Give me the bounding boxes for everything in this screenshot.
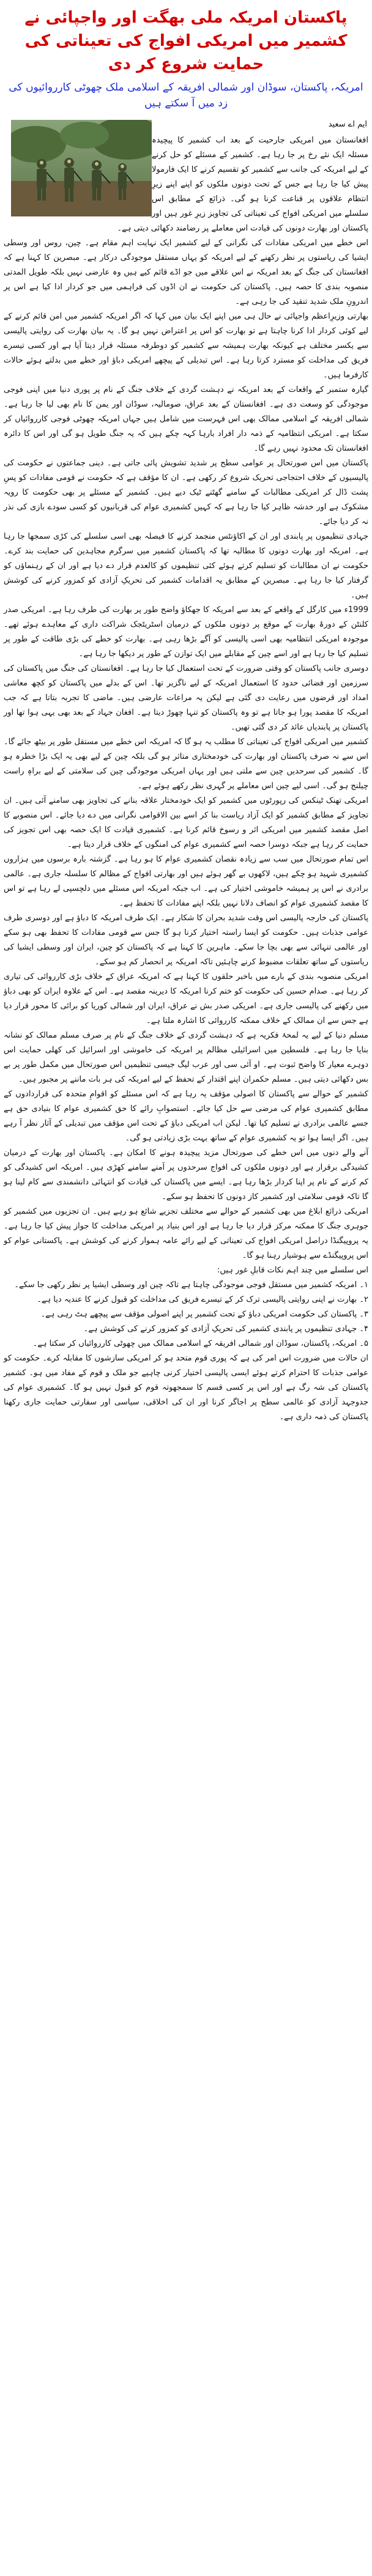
soldiers-photo-image: [11, 120, 152, 216]
soldiers-photo: [11, 120, 152, 216]
article-byline: ایم اے سعید: [328, 120, 367, 129]
article-paragraph: 1999ء میں کارگل کے واقعے کے بعد سے امریکہ کا جھکاؤ واضح طور پر بھارت کی طرف رہا ہے۔ امریکی صدر کلنٹن کے دورۂ بھارت کے موقع پر دونوں ملکوں کے درمیان اسٹریٹجک شراکت داری کے معاہدے ہوئے تھے۔ موجودہ امریکی انتظامیہ بھی اسی پالیسی کو آگے بڑھا رہی ہے۔ بھارت کو خطے کی بڑی طاقت کے طور پر تسلیم کیا جا رہا ہے اور اسے چین کے مقابلے میں ایک توازن کے طور پر دیکھا جا رہا ہے۔: [4, 605, 368, 659]
article-paragraph: کشمیر میں امریکی افواج کی تعیناتی کا مطلب یہ ہو گا کہ امریکہ اس خطے میں مستقل طور پر بیٹھ جائے گا۔ اس سے نہ صرف پاکستان اور بھارت کی خودمختاری متاثر ہو گی بلکہ چین کے لیے بھی یہ ایک بڑا خطرہ ہو گا۔ کشمیر کی سرحدیں چین سے ملتی ہیں اور یہاں امریکی موجودگی چین کی سلامتی کے لیے براہِ راست چیلنج ہو گی۔ اسی لیے چین اس معاملے پر گہری نظر رکھے ہوئے ہے۔: [4, 737, 368, 791]
article-paragraph: امریکی منصوبہ بندی کے بارے میں باخبر حلقوں کا کہنا ہے کہ امریکہ عراق کے خلاف بڑی کارروائی کی تیاری کر رہا ہے۔ صدام حسین کی حکومت کو ختم کرنا امریکہ کا دیرینہ مقصد ہے۔ اس کے علاوہ ایران کو بھی دباؤ میں رکھنے کی پالیسی جاری ہے۔ امریکی صدر بش نے عراق، ایران اور شمالی کوریا کو برائی کا محور قرار دیا ہے جس سے ان ممالک کے خلاف ممکنہ کارروائی کا اشارہ ملتا ہے۔: [4, 972, 368, 1025]
list-item: ۱۔ امریکہ کشمیر میں مستقل فوجی موجودگی چاہتا ہے تاکہ چین اور وسطی ایشیا پر نظر رکھی جا سکے۔: [14, 1280, 368, 1290]
article-paragraph: امریکی تھنک ٹینکس کی رپورٹوں میں کشمیر کو ایک خودمختار علاقہ بنانے کی تجاویز بھی سامنے آئی ہیں۔ ان تجاویز کے مطابق کشمیر کو ایک آزاد ریاست بنا کر اسے بین الاقوامی نگرانی میں دے دیا جائے۔ اس منصوبے کا اصل مقصد کشمیر میں امریکی اثر و رسوخ قائم کرنا ہے۔ کشمیری قیادت کا ایک حصہ بھی اس تجویز کی حمایت کر رہا ہے جبکہ دوسرا حصہ اسے کشمیری عوام کی امنگوں کے خلاف قرار دیتا ہے۔: [4, 796, 368, 849]
article-subheadline: امریکہ، پاکستان، سوڈان اور شمالی افریقہ کے اسلامی ملک چھوٹی کارروائیوں کی زد میں آ سکتے ہیں: [9, 81, 363, 109]
article-paragraph: اس خطے میں امریکی مفادات کی نگرانی کے لیے کشمیر ایک نہایت اہم مقام ہے۔ چین، روس اور وسطی ایشیا کی ریاستوں پر نظر رکھنے کے لیے امریکہ کو یہاں مستقل موجودگی درکار ہے۔ مبصرین کا کہنا ہے کہ افغانستان کی جنگ کے بعد امریکہ نے اس علاقے میں جو اڈے قائم کیے ہیں وہ عارضی نہیں بلکہ طویل المدتی منصوبہ بندی کا حصہ ہیں۔ پاکستان کی حکومت نے ان اڈوں کی فراہمی میں جو کردار ادا کیا ہے اس پر اندرونِ ملک شدید تنقید کی جا رہی ہے۔: [4, 238, 368, 306]
list-item: ۴۔ جہادی تنظیموں پر پابندی کشمیر کی تحریکِ آزادی کو کمزور کرنے کی کوشش ہے۔: [83, 1324, 368, 1334]
article-page: [4, 0, 368, 1425]
article-paragraph: کشمیر کے حوالے سے پاکستان کا اصولی مؤقف یہ رہا ہے کہ اس مسئلے کو اقوامِ متحدہ کی قراردادوں کے مطابق کشمیری عوام کی مرضی سے حل کیا جائے۔ استصوابِ رائے کا حق کشمیری عوام کا بنیادی حق ہے جسے عالمی برادری نے تسلیم کیا تھا۔ لیکن اب امریکی دباؤ کے تحت اس مؤقف میں تبدیلی کے آثار نظر آ رہے ہیں۔ اگر ایسا ہوا تو یہ کشمیری عوام کے ساتھ بہت بڑی زیادتی ہو گی۔: [4, 1090, 369, 1143]
article-paragraph: افغانستان میں امریکی جارحیت کے بعد اب کشمیر کا پیچیدہ مسئلہ ایک نئے رخ پر جا رہا ہے۔ کشمیر کے مسئلے کو حل کرنے کے لیے امریکہ کی جانب سے کشمیر کو تقسیم کرنے کا ایک فارمولا پیش کیا جا رہا ہے جس کے تحت دونوں ملکوں کو اپنے اپنے زیرِ انتظام علاقوں پر قناعت کرنا ہو گی۔ ذرائع کے مطابق اس سلسلے میں امریکی افواج کی تعیناتی کی تجاویز زیرِ غور ہیں اور پاکستان اور بھارت دونوں کی قیادت اس معاملے پر رضامند دکھائی دیتی ہے۔: [117, 136, 368, 233]
article-paragraph: اس سلسلے میں چند اہم نکات قابلِ غور ہیں:: [217, 1266, 368, 1275]
article-paragraph: گیارہ ستمبر کے واقعات کے بعد امریکہ نے دہشت گردی کے خلاف جنگ کے نام پر پوری دنیا میں اپنی فوجی موجودگی کو وسعت دی ہے۔ افغانستان کے بعد عراق، صومالیہ، سوڈان اور یمن کا نام بھی لیا جا رہا ہے۔ شمالی افریقہ کے اسلامی ممالک بھی اس فہرست میں شامل ہیں جہاں امریکہ چھوٹی فوجی کارروائیاں کر سکتا ہے۔ امریکی انتظامیہ کے ذمہ دار افراد بارہا کہہ چکے ہیں کہ یہ جنگ طویل ہو گی اور اس کا دائرہ افغانستان تک محدود نہیں رہے گا۔: [4, 385, 368, 453]
article-paragraph: دوسری جانب پاکستان کو وقتی ضرورت کے تحت استعمال کیا جا رہا ہے۔ افغانستان کی جنگ میں پاکستان کی سرزمین اور فضائی حدود کا استعمال امریکہ کے لیے ناگزیر تھا۔ اس کے بدلے میں پاکستان کو کچھ معاشی امداد اور قرضوں میں رعایت دی گئی ہے لیکن یہ مراعات عارضی ہیں۔ ماضی کا تجربہ بتاتا ہے کہ جب امریکہ کا مقصد پورا ہو جاتا ہے تو وہ پاکستان کو تنہا چھوڑ دیتا ہے۔ افغان جہاد کے بعد بھی یہی ہوا تھا اور پاکستان پر پابندیاں عائد کر دی گئی تھیں۔: [4, 664, 368, 732]
article-paragraph: پاکستان میں اس صورتحال پر عوامی سطح پر شدید تشویش پائی جاتی ہے۔ دینی جماعتوں نے حکومت کی پالیسیوں کے خلاف احتجاجی تحریک شروع کر رکھی ہے۔ ان کا مؤقف ہے کہ حکومت نے قومی مفادات کو پسِ پشت ڈال کر امریکی مطالبات کے سامنے گھٹنے ٹیک دیے ہیں۔ کشمیر کے مسئلے پر بھی حکومت کا رویہ مشکوک ہے اور خدشہ ظاہر کیا جا رہا ہے کہ کہیں کشمیری عوام کی قربانیوں کو کسی سودے بازی کی نذر نہ کر دیا جائے۔: [4, 459, 368, 526]
article-closing-paragraph: ان حالات میں ضرورت اس امر کی ہے کہ پوری قوم متحد ہو کر امریکی سازشوں کا مقابلہ کرے۔ حکومت کو عوامی جذبات کا احترام کرتے ہوئے ایسی پالیسی اختیار کرنی چاہیے جو ملک و قوم کے مفاد میں ہو۔ کشمیر پاکستان کی شہ رگ ہے اور اس پر کسی قسم کا سمجھوتہ قوم کو قبول نہیں ہو گا۔ کشمیری عوام کی جدوجہد آزادی کو عالمی سطح پر اجاگر کرنا اور ان کی اخلاقی، سیاسی اور سفارتی حمایت جاری رکھنا پاکستان کی ذمہ داری ہے۔: [4, 1354, 368, 1422]
article-paragraph: بھارتی وزیرِاعظم واجپائی نے حال ہی میں اپنے ایک بیان میں کہا کہ اگر امریکہ کشمیر میں امن قائم کرنے کے لیے کوئی کردار ادا کرنا چاہتا ہے تو بھارت کو اس پر اعتراض نہیں ہو گا۔ یہ بیان بھارت کی روایتی پالیسی سے یکسر مختلف ہے کیونکہ بھارت ہمیشہ سے کشمیر کو دوطرفہ مسئلہ قرار دیتا آیا ہے اور کسی تیسرے فریق کی مداخلت کو مسترد کرتا رہا ہے۔ اس تبدیلی کے پیچھے امریکی دباؤ اور خطے میں بدلتے ہوئے حالات کارفرما ہیں۔: [4, 312, 368, 380]
article-body: [4, 133, 368, 1425]
list-item: ۵۔ امریکہ، پاکستان، سوڈان اور شمالی افریقہ کے اسلامی ممالک میں چھوٹی کارروائیاں کر سکتا ہے۔: [32, 1339, 368, 1348]
list-item: ۲۔ بھارت نے اپنی روایتی پالیسی ترک کر کے تیسرے فریق کی مداخلت کو قبول کرنے کا عندیہ دیا ہے۔: [37, 1295, 368, 1304]
article-paragraph: مسلم دنیا کے لیے یہ لمحۂ فکریہ ہے کہ دہشت گردی کے خلاف جنگ کے نام پر صرف مسلم ممالک کو نشانہ بنایا جا رہا ہے۔ فلسطین میں اسرائیلی مظالم پر امریکہ کی خاموشی اور اسرائیل کی کھلی حمایت اس دوہرے معیار کا واضح ثبوت ہے۔ او آئی سی اور عرب لیگ جیسی تنظیمیں اس صورتحال میں مکمل طور پر بے بس دکھائی دیتی ہیں۔ مسلم حکمران اپنے اقتدار کے تحفظ کے لیے امریکہ کی ہر بات ماننے پر مجبور ہیں۔: [4, 1031, 368, 1084]
article-paragraph: اس تمام صورتحال میں سب سے زیادہ نقصان کشمیری عوام کا ہو رہا ہے۔ گزشتہ بارہ برسوں میں ہزاروں کشمیری شہید ہو چکے ہیں، لاکھوں بے گھر ہوئے ہیں اور بھارتی افواج کے مظالم کا سلسلہ جاری ہے۔ عالمی برادری نے اس پر ہمیشہ خاموشی اختیار کی ہے۔ اب جبکہ امریکہ اس مسئلے میں دلچسپی لے رہا ہے تو اس کا مقصد کشمیری عوام کو انصاف دلانا نہیں بلکہ اپنے مفادات کا تحفظ ہے۔: [4, 855, 368, 908]
article-paragraph: پاکستان کی خارجہ پالیسی اس وقت شدید بحران کا شکار ہے۔ ایک طرف امریکہ کا دباؤ ہے اور دوسری طرف عوامی جذبات ہیں۔ حکومت کو ایسا راستہ اختیار کرنا ہو گا جس سے قومی مفادات کا تحفظ بھی ہو سکے اور عالمی تنہائی سے بھی بچا جا سکے۔ ماہرین کا کہنا ہے کہ پاکستان کو چین، ایران اور وسطی ایشیا کی ریاستوں کے ساتھ تعلقات مضبوط کرنے چاہئیں تاکہ امریکہ پر انحصار کم ہو سکے۔: [4, 913, 368, 967]
article-headline: پاکستان امریکہ ملی بھگت اور واجپائی نے کشمیر میں امریکی افواج کی تعیناتی کی حمایت شروع کر دی: [24, 9, 348, 73]
article-paragraph: امریکی ذرائع ابلاغ میں بھی کشمیر کے حوالے سے مختلف تجزیے شائع ہو رہے ہیں۔ ان تجزیوں میں کشمیر کو جوہری جنگ کا ممکنہ مرکز قرار دیا جا رہا ہے اور اس بنیاد پر امریکی مداخلت کا جواز پیش کیا جا رہا ہے۔ یہ پروپیگنڈا دراصل امریکی افواج کی تعیناتی کے لیے رائے عامہ ہموار کرنے کی کوشش ہے۔ پاکستانی عوام کو اس پروپیگنڈے سے ہوشیار رہنا ہو گا۔: [4, 1207, 368, 1260]
list-item: ۳۔ پاکستان کی حکومت امریکی دباؤ کے تحت کشمیر پر اپنے اصولی مؤقف سے پیچھے ہٹ رہی ہے۔: [40, 1310, 368, 1319]
article-paragraph: جہادی تنظیموں پر پابندی اور ان کے اکاؤنٹس منجمد کرنے کا فیصلہ بھی اسی سلسلے کی کڑی سمجھا جا رہا ہے۔ امریکہ اور بھارت دونوں کا مطالبہ تھا کہ پاکستان کشمیر میں سرگرم مجاہدین کی حمایت بند کرے۔ حکومت نے ان مطالبات کو تسلیم کرتے ہوئے کئی تنظیموں کو کالعدم قرار دے دیا ہے اور ان کے رہنماؤں کو گرفتار کیا جا رہا ہے۔ مبصرین کے مطابق یہ اقدامات کشمیر کی تحریکِ آزادی کو کمزور کرنے کی کوشش ہیں۔: [4, 532, 368, 600]
article-paragraph: آنے والے دنوں میں اس خطے کی صورتحال مزید پیچیدہ ہونے کا امکان ہے۔ پاکستان اور بھارت کے درمیان کشیدگی برقرار ہے اور دونوں ملکوں کی افواج سرحدوں پر آمنے سامنے کھڑی ہیں۔ امریکہ اس کشیدگی کو کم کرنے کے نام پر اپنا کردار بڑھا رہا ہے۔ ایسے میں پاکستان کی قیادت کو انتہائی دانشمندی سے کام لینا ہو گا تاکہ قومی سلامتی اور کشمیر کاز دونوں کا تحفظ ہو سکے۔: [4, 1148, 368, 1201]
